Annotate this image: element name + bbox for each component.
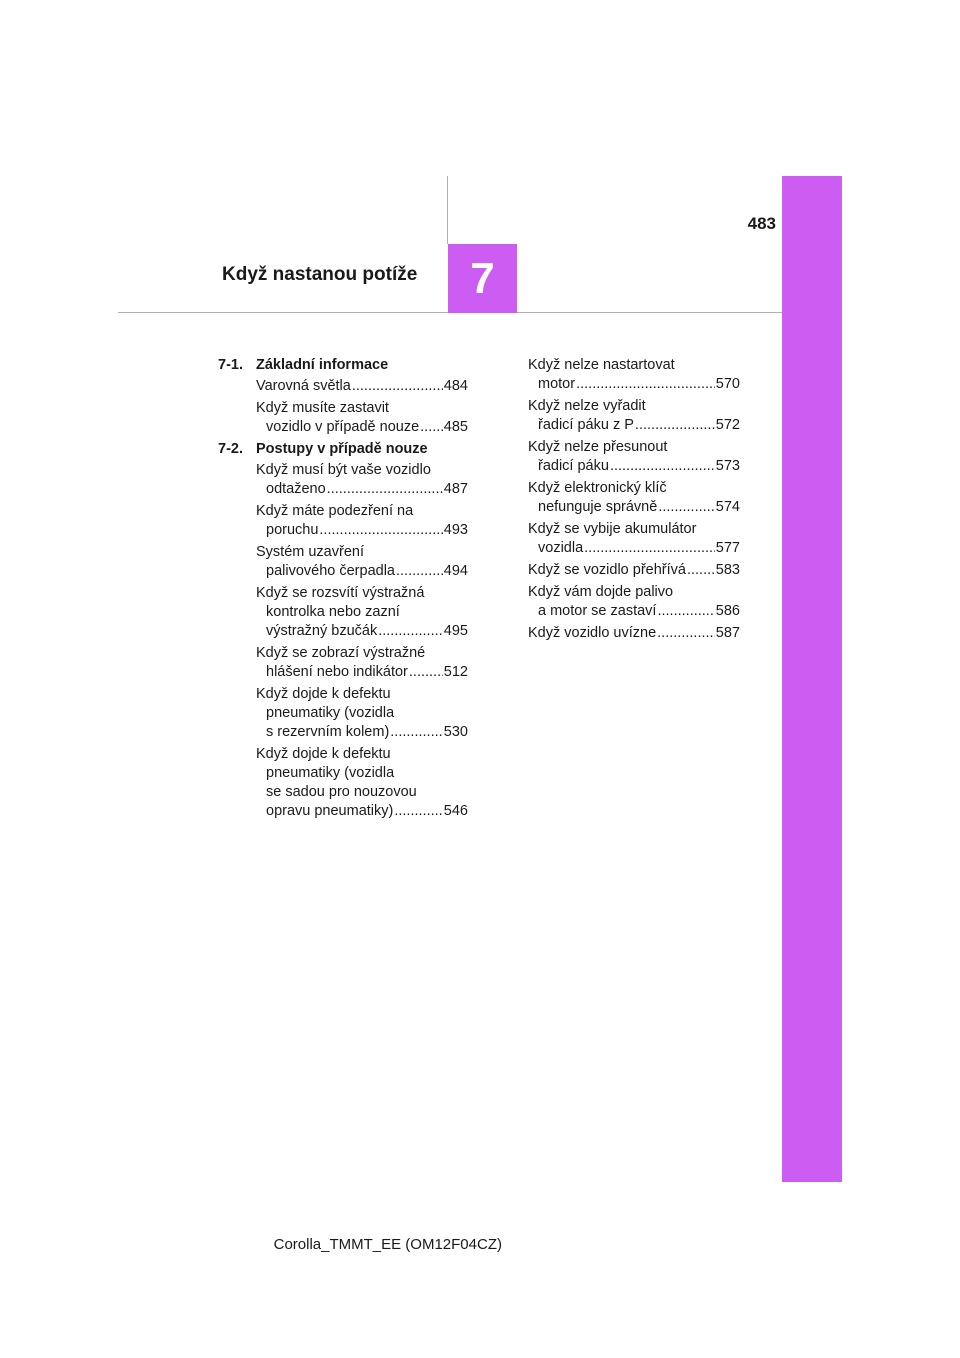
toc-section-title: Postupy v případě nouze [256, 441, 428, 457]
toc-entry[interactable] [256, 644, 468, 682]
toc-entry-line: Když se vozidlo přehřívá [528, 562, 686, 578]
toc-entry-last-line [256, 377, 468, 396]
toc-entry-last-line [256, 521, 468, 540]
toc-entry-last-line [256, 723, 468, 742]
toc-entry-last-line [256, 562, 468, 581]
toc-entry-line: se sadou pro nouzovou [266, 784, 417, 800]
dot-leader [657, 624, 715, 643]
toc-entry-last-line [528, 602, 740, 621]
toc-entry-line: opravu pneumatiky) [266, 803, 394, 819]
toc-entry-page: 530 [443, 724, 468, 740]
dot-leader [390, 723, 443, 742]
toc-entry-last-line [528, 498, 740, 517]
dot-leader [657, 602, 714, 621]
toc-entry-line: s rezervním kolem) [266, 724, 390, 740]
toc-entry-line: Když musí být vaše vozidlo [256, 462, 431, 478]
dot-leader [635, 416, 715, 435]
toc-entry-last-line [528, 624, 740, 643]
toc-entry-line: vozidla [538, 540, 584, 556]
toc-left-column [218, 356, 468, 824]
header-vertical-rule [447, 176, 448, 244]
toc-entry-page: 546 [443, 803, 468, 819]
toc-entry-line: kontrolka nebo zazní [266, 604, 400, 620]
toc-entry[interactable] [528, 479, 740, 517]
dot-leader [420, 418, 443, 437]
toc-entry-last-line [528, 375, 740, 394]
toc-entry-line: Když nelze vyřadit [528, 398, 646, 414]
toc-entry-page: 494 [443, 563, 468, 579]
toc-entry-line: Když vám dojde palivo [528, 584, 674, 600]
toc-entry-page: 485 [443, 419, 468, 435]
toc-entry-page: 484 [443, 378, 468, 394]
toc-entry-page: 487 [443, 481, 468, 497]
toc-entry-page: 572 [715, 417, 740, 433]
toc-entry-page: 493 [443, 522, 468, 538]
toc-entry[interactable] [256, 543, 468, 581]
toc-entry-line: Když vozidlo uvízne [528, 625, 657, 641]
chapter-number: 7 [470, 253, 495, 303]
dot-leader [352, 377, 443, 396]
toc-entry-line: Když nelze přesunout [528, 439, 668, 455]
page-footer: Corolla_TMMT_EE (OM12F04CZ) [273, 1236, 502, 1253]
dot-leader [584, 539, 715, 558]
toc-entry-line: Když se zobrazí výstražné [256, 645, 426, 661]
toc-entry-line: Když elektronický klíč [528, 480, 667, 496]
toc-entry-last-line [256, 802, 468, 821]
dot-leader [409, 663, 443, 682]
chapter-side-tab [782, 176, 842, 1182]
toc-section-number: 7-1. [218, 357, 243, 373]
toc-entry-line: řadicí páku [538, 458, 609, 474]
toc-entry[interactable] [256, 399, 468, 437]
toc-entry-last-line [256, 480, 468, 499]
toc-entry-last-line [256, 622, 468, 641]
toc-entry[interactable] [528, 561, 740, 580]
toc-entry[interactable] [256, 461, 468, 499]
toc-entry-line: poruchu [266, 522, 319, 538]
dot-leader [687, 561, 715, 580]
toc-entry-page: 570 [715, 376, 740, 392]
toc-entry-page: 577 [715, 540, 740, 556]
dot-leader [378, 622, 443, 641]
toc-entry-line: odtaženo [266, 481, 326, 497]
toc-entry[interactable] [528, 520, 740, 558]
chapter-number-box [448, 244, 517, 313]
dot-leader [327, 480, 443, 499]
toc-entry-line: Když se vybije akumulátor [528, 521, 697, 537]
page-number: 483 [747, 214, 776, 233]
toc-entry-page: 574 [715, 499, 740, 515]
toc-entry[interactable] [256, 745, 468, 821]
toc-entry-page: 583 [715, 562, 740, 578]
toc-entry-line: hlášení nebo indikátor [266, 664, 408, 680]
toc-section-heading[interactable] [218, 356, 468, 375]
toc-entry-last-line [256, 418, 468, 437]
toc-entry[interactable] [528, 624, 740, 643]
toc-entry-line: vozidlo v případě nouze [266, 419, 420, 435]
dot-leader [396, 562, 443, 581]
toc-entry-line: Systém uzavření [256, 544, 364, 560]
toc-entry-line: Varovná světla [256, 378, 351, 394]
toc-entry-line: Když nelze nastartovat [528, 357, 675, 373]
toc-entry-last-line [528, 416, 740, 435]
toc-section-heading[interactable] [218, 440, 468, 459]
toc-entry[interactable] [256, 377, 468, 396]
toc-section-title: Základní informace [256, 357, 389, 373]
dot-leader [576, 375, 715, 394]
toc-section-number: 7-2. [218, 441, 243, 457]
toc-entry-line: pneumatiky (vozidla [266, 765, 395, 781]
dot-leader [610, 457, 715, 476]
toc-entry-line: Když dojde k defektu [256, 746, 391, 762]
toc-entry-line: nefunguje správně [538, 499, 658, 515]
toc-entry-line: Když máte podezření na [256, 503, 414, 519]
toc-entry-page: 587 [715, 625, 740, 641]
toc-entry[interactable] [528, 356, 740, 394]
toc-entry-last-line [528, 457, 740, 476]
dot-leader [658, 498, 714, 517]
dot-leader [319, 521, 442, 540]
toc-entry[interactable] [528, 438, 740, 476]
toc-right-column [528, 356, 740, 646]
toc-entry[interactable] [256, 584, 468, 641]
toc-entry-last-line [528, 561, 740, 580]
toc-entry-page: 495 [443, 623, 468, 639]
toc-entry-line: Když musíte zastavit [256, 400, 389, 416]
toc-entry-line: palivového čerpadla [266, 563, 395, 579]
toc-entry-line: Když se rozsvítí výstražná [256, 585, 425, 601]
toc-entry-line: motor [538, 376, 576, 392]
toc-entry-last-line [256, 663, 468, 682]
toc-entry-line: výstražný bzučák [266, 623, 378, 639]
toc-entry-line: řadicí páku z P [538, 417, 634, 433]
toc-entry-line: a motor se zastaví [538, 603, 657, 619]
toc-entry-page: 586 [715, 603, 740, 619]
chapter-title: Když nastanou potíže [222, 264, 418, 285]
dot-leader [394, 802, 442, 821]
toc-entry[interactable] [528, 397, 740, 435]
toc-entry-last-line [528, 539, 740, 558]
toc-entry[interactable] [256, 685, 468, 742]
toc-entry-page: 573 [715, 458, 740, 474]
toc-entry-line: pneumatiky (vozidla [266, 705, 395, 721]
toc-entry[interactable] [256, 502, 468, 540]
toc-entry-line: Když dojde k defektu [256, 686, 391, 702]
toc-entry[interactable] [528, 583, 740, 621]
toc-entry-page: 512 [443, 664, 468, 680]
